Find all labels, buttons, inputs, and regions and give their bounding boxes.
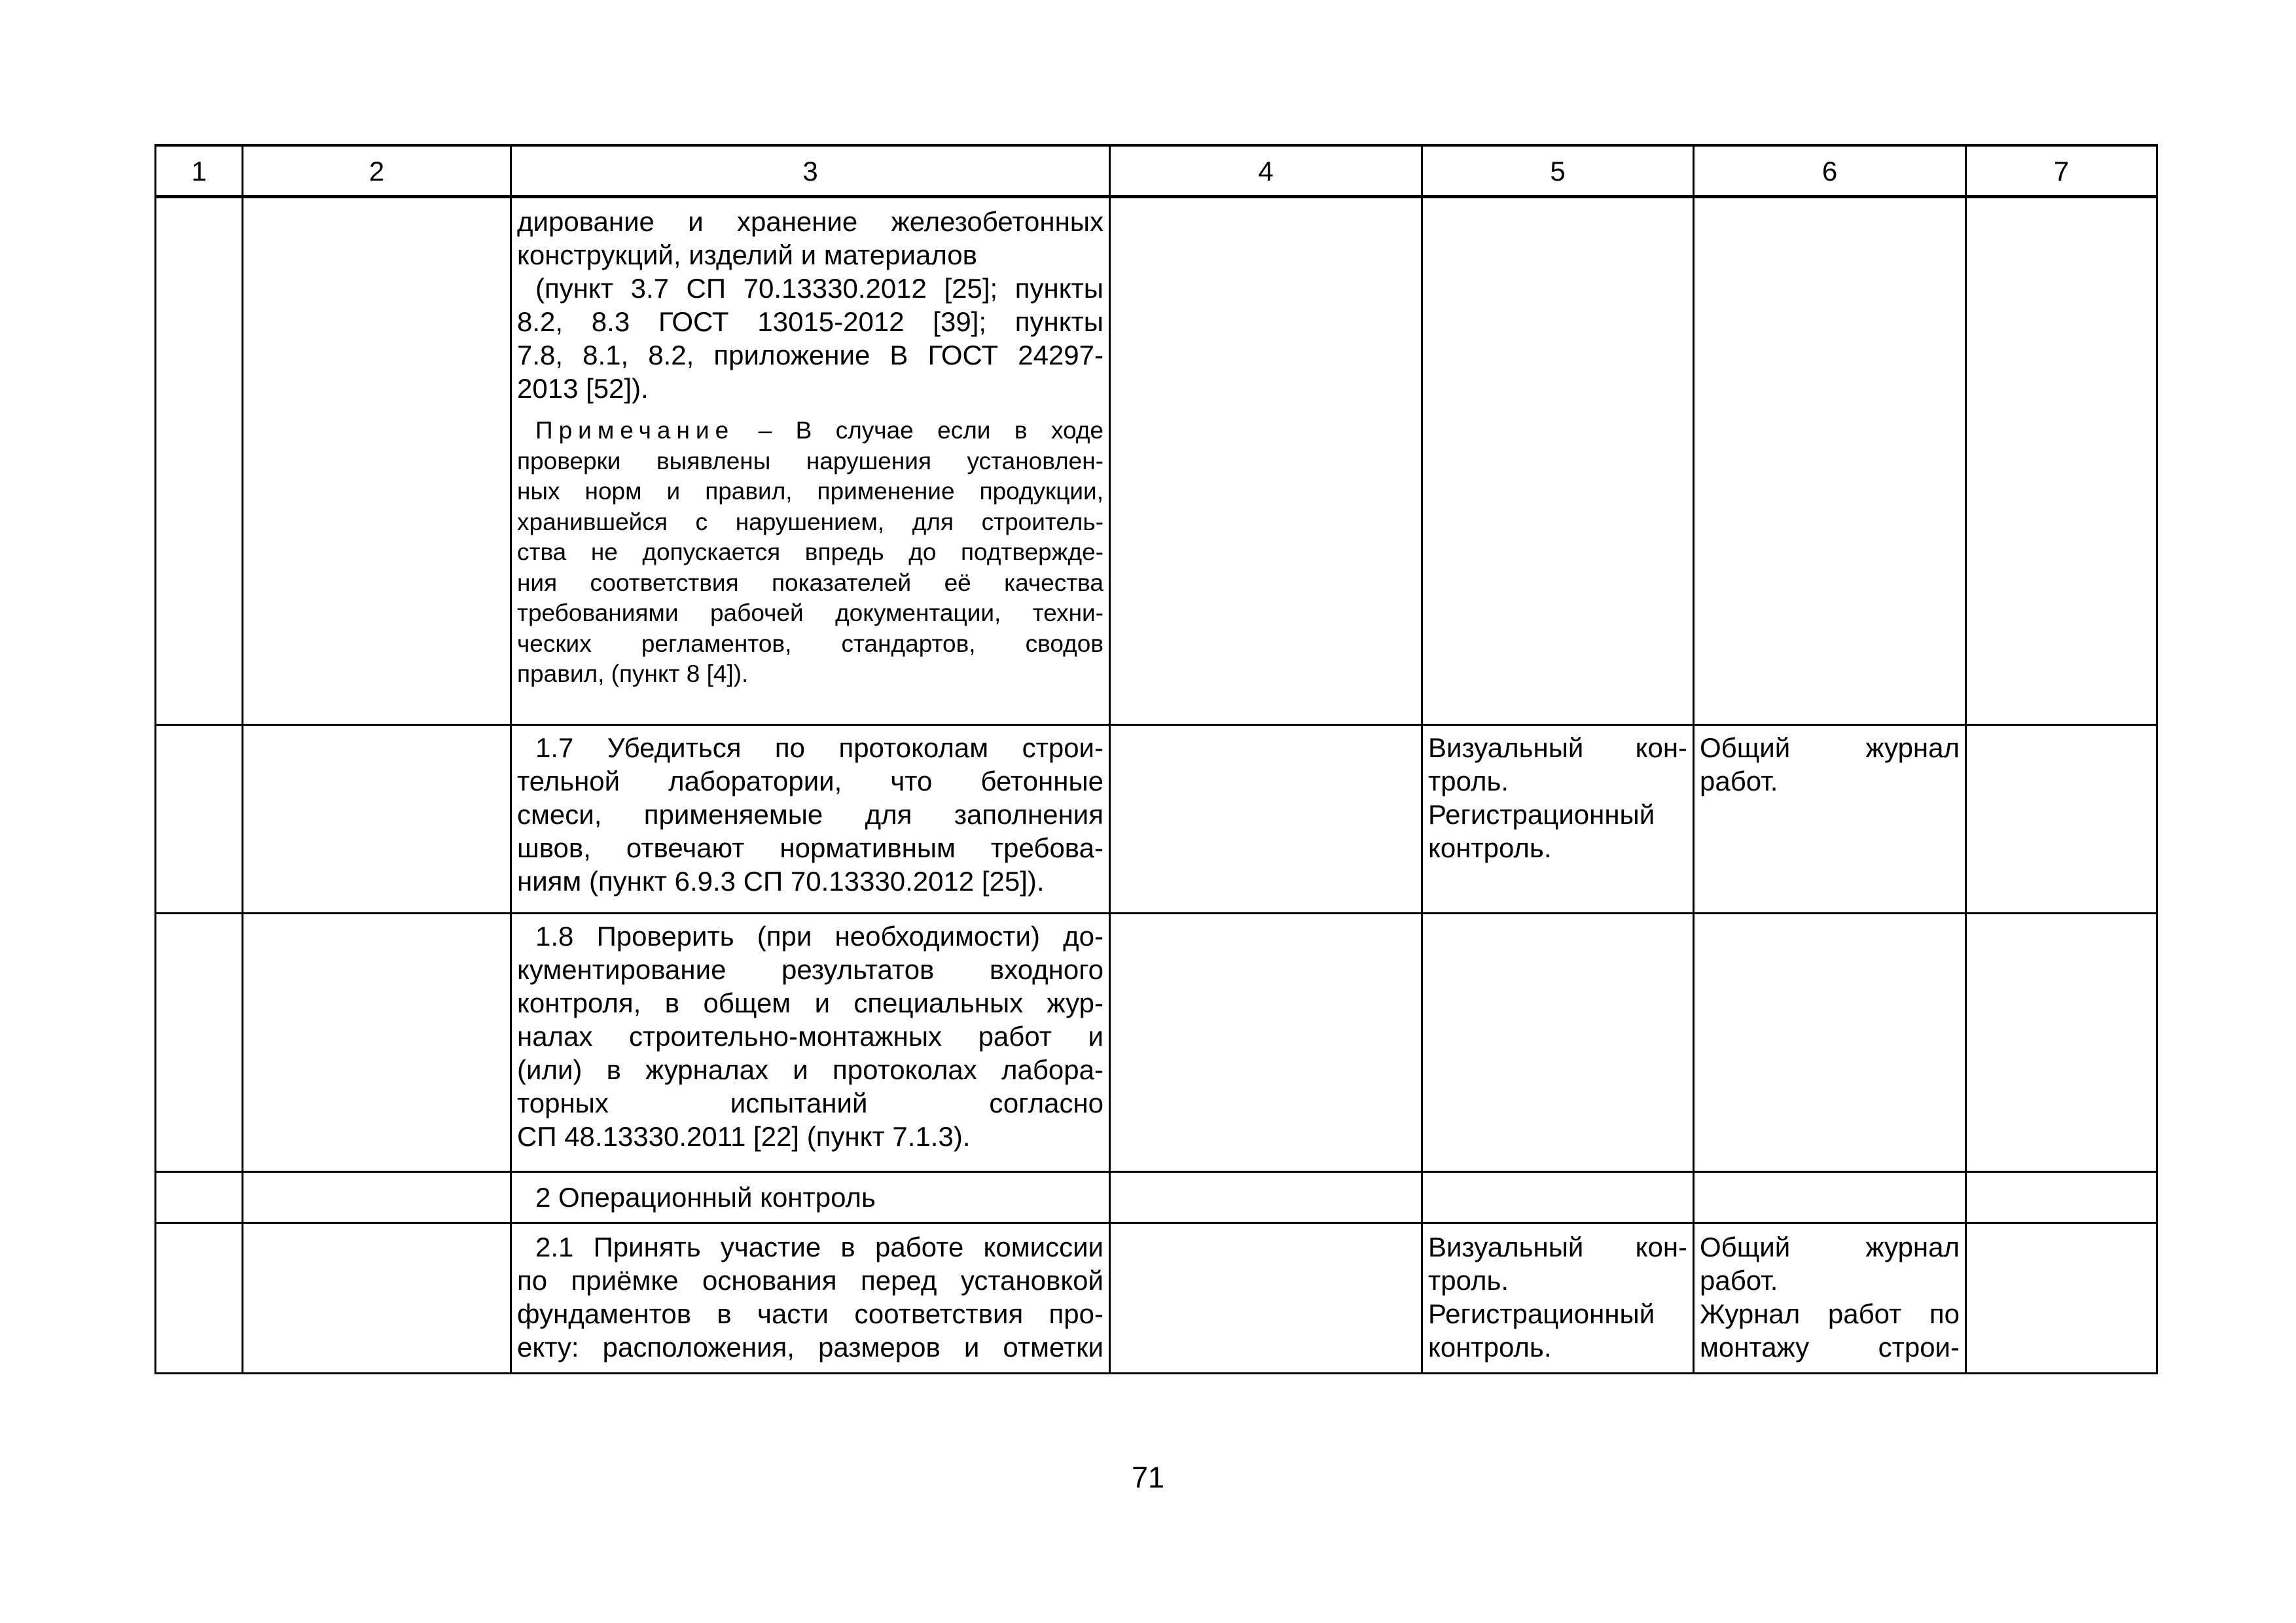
table-cell: [1966, 197, 2157, 725]
page-number: 71: [1131, 1461, 1165, 1494]
table-cell: [243, 197, 511, 725]
table-cell: [243, 1172, 511, 1223]
note-block: [517, 416, 1103, 690]
note-label: Примечание: [535, 417, 735, 444]
note-line: ческих регламентов, стандартов, сводов: [517, 630, 1103, 657]
text-line: (или) в журналах и протоколах лабора-: [517, 1054, 1103, 1085]
table-cell: [1966, 725, 2157, 914]
table-cell: [1966, 1223, 2157, 1374]
text-line: Регистрационный: [1428, 1298, 1655, 1329]
text-line: тельной лаборатории, что бетонные: [517, 766, 1103, 796]
table-cell: [243, 725, 511, 914]
column-header: 7: [1966, 145, 2157, 197]
text-line: 7.8, 8.1, 8.2, приложение В ГОСТ 24297-: [517, 340, 1103, 370]
table-cell: [1110, 914, 1422, 1172]
note-line: требованиями рабочей документации, техни-: [517, 599, 1103, 626]
table-cell: [511, 1223, 1110, 1374]
text-line: Визуальный кон-: [1428, 1232, 1687, 1262]
table-cell: [1966, 1172, 2157, 1223]
column-header: 4: [1110, 145, 1422, 197]
table-cell: [243, 1223, 511, 1374]
note-text: – В случае если в ходе: [734, 417, 1103, 444]
table-cell: [1422, 1172, 1694, 1223]
section-row: [156, 1172, 2157, 1223]
table-cell: [1694, 197, 1966, 725]
text-line: кументирование результатов входного: [517, 954, 1103, 985]
table-cell: [1110, 1172, 1422, 1223]
note-line: ных норм и правил, применение продукции,: [517, 478, 1103, 505]
table-cell: [156, 1223, 243, 1374]
note-line: проверки выявлены нарушения установлен-: [517, 447, 1103, 474]
text-line: торных испытаний согласно: [517, 1088, 1103, 1118]
table-cell: [1422, 725, 1694, 914]
text-line: Визуальный кон-: [1428, 732, 1687, 763]
table-cell: [156, 1172, 243, 1223]
column-number-row: [156, 145, 2157, 197]
table-cell: [511, 1172, 1110, 1223]
note-line: ния соответствия показателей её качества: [517, 569, 1103, 596]
column-header: 5: [1422, 145, 1694, 197]
table-cell: [243, 914, 511, 1172]
table-row: [156, 197, 2157, 725]
table-row: [156, 1223, 2157, 1374]
text-line: дирование и хранение железобетонных: [517, 206, 1103, 237]
text-line: ниям (пункт 6.9.3 СП 70.13330.2012 [25]).: [517, 866, 1045, 897]
text-line: (пункт 3.7 СП 70.13330.2012 [25]; пункты: [535, 273, 1103, 304]
text-line: монтажу строи-: [1700, 1332, 1960, 1363]
table-row: [156, 914, 2157, 1172]
table-cell: [156, 197, 243, 725]
text-line: Регистрационный: [1428, 799, 1655, 830]
text-line: 1.8 Проверить (при необходимости) до-: [535, 921, 1103, 952]
text-line: контроля, в общем и специальных жур-: [517, 988, 1103, 1018]
text-line: швов, отвечают нормативным требова-: [517, 832, 1103, 863]
table-cell: [1694, 1223, 1966, 1374]
text-line: 8.2, 8.3 ГОСТ 13015-2012 [39]; пункты: [517, 306, 1103, 337]
column-header: 1: [156, 145, 243, 197]
text-line: Общий журнал: [1700, 732, 1960, 763]
text-line: троль.: [1428, 1265, 1509, 1296]
table-cell: [156, 914, 243, 1172]
note-line: правил, (пункт 8 [4]).: [517, 660, 749, 687]
section-title: 2 Операционный контроль: [535, 1182, 876, 1213]
text-line: СП 48.13330.2011 [22] (пункт 7.1.3).: [517, 1121, 971, 1152]
table-cell: [511, 725, 1110, 914]
table-cell: [1110, 1223, 1422, 1374]
text-line: Общий журнал: [1700, 1232, 1960, 1262]
text-line: контроль.: [1428, 1332, 1552, 1363]
table-row: [156, 725, 2157, 914]
text-line: Журнал работ по: [1700, 1298, 1960, 1329]
table-cell: [1110, 197, 1422, 725]
table-cell: [511, 197, 1110, 725]
text-line: работ.: [1700, 766, 1778, 796]
table-cell: [1422, 914, 1694, 1172]
note-line: ства не допускается впредь до подтвержде-: [517, 539, 1103, 565]
table-cell: [1966, 914, 2157, 1172]
note-line: [517, 416, 1103, 446]
text-line: 2.1 Принять участие в работе комиссии: [535, 1232, 1103, 1262]
text-line: екту: расположения, размеров и отметки: [517, 1332, 1103, 1363]
text-line: работ.: [1700, 1265, 1778, 1296]
table-cell: [1110, 725, 1422, 914]
text-line: контроль.: [1428, 832, 1552, 863]
text-line: троль.: [1428, 766, 1509, 796]
text-line: фундаментов в части соответствия про-: [517, 1298, 1103, 1329]
table-cell: [1694, 1172, 1966, 1223]
table-cell: [1694, 725, 1966, 914]
text-line: конструкций, изделий и материалов: [517, 240, 977, 270]
table-cell: [1422, 1223, 1694, 1374]
column-header: 2: [243, 145, 511, 197]
note-line: хранившейся с нарушением, для строитель-: [517, 508, 1103, 535]
text-line: налах строительно-монтажных работ и: [517, 1021, 1103, 1052]
column-header: 3: [511, 145, 1110, 197]
table-cell: [1694, 914, 1966, 1172]
text-line: 2013 [52]).: [517, 373, 649, 404]
table-cell: [156, 725, 243, 914]
text-line: по приёмке основания перед установкой: [517, 1265, 1103, 1296]
text-line: смеси, применяемые для заполнения: [517, 799, 1103, 830]
control-table: [154, 144, 2158, 1374]
table-cell: [1422, 197, 1694, 725]
table-cell: [511, 914, 1110, 1172]
text-line: 1.7 Убедиться по протоколам строи-: [535, 732, 1103, 763]
column-header: 6: [1694, 145, 1966, 197]
